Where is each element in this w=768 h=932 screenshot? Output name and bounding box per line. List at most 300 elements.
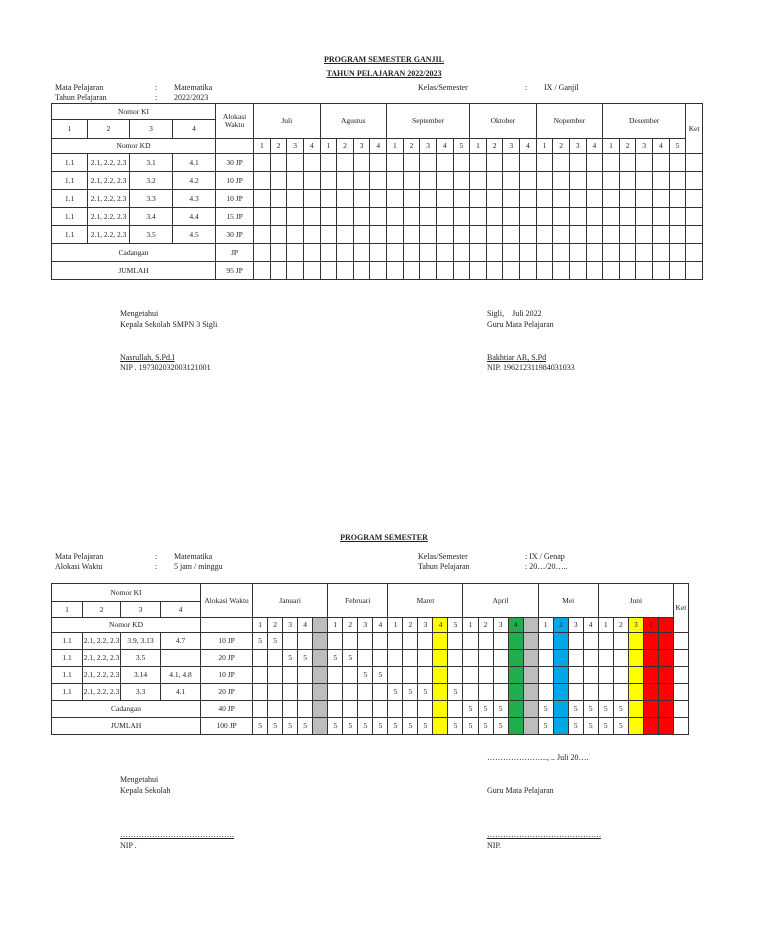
- week-cell: [353, 244, 370, 262]
- nomor-kd-header: Nomor KD: [52, 139, 216, 154]
- week-cell: [478, 650, 493, 667]
- ki3-cell: 3.2: [130, 172, 173, 190]
- week-cell: 5: [613, 701, 628, 718]
- week-cell: [253, 650, 268, 667]
- week-cell: [613, 684, 628, 701]
- week-cell: [283, 684, 298, 701]
- jumlah-value: 95 JP: [216, 262, 254, 280]
- week-number-cell: 1: [253, 618, 268, 633]
- week-cell: [669, 226, 686, 244]
- week-number-cell: 2: [478, 618, 493, 633]
- month-header: Nopember: [536, 104, 603, 139]
- week-cell: [453, 154, 470, 172]
- doc2-sign-left-line2: Kepala Sekolah: [120, 786, 171, 795]
- week-cell: [268, 701, 283, 718]
- week-number-cell: 4: [583, 618, 598, 633]
- week-cell: [523, 650, 538, 667]
- week-cell: [536, 244, 553, 262]
- week-cell: [370, 208, 387, 226]
- week-cell: [553, 226, 570, 244]
- week-cell: [353, 154, 370, 172]
- week-cell: [420, 262, 437, 280]
- week-cell: 5: [403, 718, 418, 735]
- week-cell: [586, 172, 603, 190]
- week-cell: [387, 262, 404, 280]
- week-cell: [448, 633, 463, 650]
- week-cell: [254, 244, 271, 262]
- week-cell: [603, 244, 620, 262]
- week-number-cell: 2: [268, 618, 283, 633]
- week-cell: [403, 226, 420, 244]
- week-cell: [320, 244, 337, 262]
- week-cell: 5: [478, 701, 493, 718]
- week-cell: [503, 190, 520, 208]
- week-cell: [603, 208, 620, 226]
- week-cell: [569, 244, 586, 262]
- ket-cell: [686, 190, 703, 208]
- week-cell: [598, 633, 613, 650]
- doc1-mapel-label: Mata Pelajaran: [55, 83, 104, 92]
- ki2-cell: 2.1, 2.2, 2.3: [83, 684, 121, 701]
- week-number-cell: 4: [370, 139, 387, 154]
- month-header: September: [387, 104, 470, 139]
- week-cell: [613, 633, 628, 650]
- week-cell: [553, 262, 570, 280]
- week-cell: [669, 244, 686, 262]
- doc2-tahun-value: : 20…/20…..: [525, 562, 568, 571]
- week-cell: [254, 262, 271, 280]
- week-cell: 5: [373, 718, 388, 735]
- week-cell: [420, 244, 437, 262]
- ki2-cell: 2.1, 2.2, 2.3: [83, 667, 121, 684]
- week-number-cell: 3: [287, 139, 304, 154]
- week-number-cell: 2: [486, 139, 503, 154]
- week-cell: [370, 172, 387, 190]
- week-cell: [320, 172, 337, 190]
- jumlah-row: [52, 262, 703, 280]
- week-number-cell: 3: [568, 618, 583, 633]
- week-cell: [313, 718, 328, 735]
- week-cell: [598, 684, 613, 701]
- week-number-cell: [658, 618, 673, 633]
- ki1-cell: 1.1: [52, 208, 88, 226]
- doc2-sign-right-name: …………………………………….: [487, 830, 601, 839]
- week-number-cell: 2: [403, 618, 418, 633]
- alokasi-cell: 20 JP: [201, 650, 253, 667]
- week-cell: [453, 172, 470, 190]
- doc1-title: PROGRAM SEMESTER GANJIL: [323, 55, 444, 64]
- week-cell: 5: [583, 718, 598, 735]
- week-cell: [343, 701, 358, 718]
- week-cell: [420, 190, 437, 208]
- week-cell: [453, 208, 470, 226]
- week-number-cell: 2: [337, 139, 354, 154]
- week-number-cell: 3: [418, 618, 433, 633]
- week-cell: [619, 208, 636, 226]
- week-cell: 5: [298, 718, 313, 735]
- alokasi-cell: 15 JP: [216, 208, 254, 226]
- week-cell: [653, 262, 670, 280]
- doc1-kelas-value: IX / Ganjil: [544, 83, 579, 92]
- alokasi-waktu-header: Alokasi Waktu: [201, 584, 253, 618]
- week-number-cell: 3: [493, 618, 508, 633]
- table-row: [52, 684, 689, 701]
- week-cell: [658, 650, 673, 667]
- week-cell: [463, 684, 478, 701]
- ki2-cell: 2.1, 2.2, 2.3: [88, 226, 130, 244]
- ki4-cell: 4.5: [173, 226, 216, 244]
- ket-cell: [673, 650, 688, 667]
- week-cell: [420, 172, 437, 190]
- ket-cell: [686, 208, 703, 226]
- week-cell: [387, 190, 404, 208]
- week-cell: [353, 262, 370, 280]
- week-cell: 5: [463, 701, 478, 718]
- week-cell: [508, 633, 523, 650]
- week-cell: [520, 226, 537, 244]
- week-cell: [270, 244, 287, 262]
- week-cell: [643, 718, 658, 735]
- week-cell: 5: [283, 718, 298, 735]
- ket-cell: [686, 154, 703, 172]
- week-cell: [403, 190, 420, 208]
- week-cell: [538, 633, 553, 650]
- ki-number-cell: 2: [83, 602, 121, 618]
- week-cell: [433, 718, 448, 735]
- ki1-cell: 1.1: [52, 650, 83, 667]
- week-cell: [478, 667, 493, 684]
- week-cell: 5: [418, 718, 433, 735]
- week-cell: [420, 226, 437, 244]
- jumlah-label: JUMLAH: [52, 718, 201, 735]
- week-cell: [388, 633, 403, 650]
- week-cell: [669, 190, 686, 208]
- alokasi-cell: 10 JP: [216, 172, 254, 190]
- doc1-sign-left-nip: NIP . 197302032003121001: [120, 363, 211, 372]
- ki3-cell: 3.3: [121, 684, 161, 701]
- week-cell: 5: [328, 650, 343, 667]
- alokasi-cell: 100 JP: [201, 718, 253, 735]
- week-cell: [536, 262, 553, 280]
- week-cell: [353, 226, 370, 244]
- week-cell: [523, 684, 538, 701]
- week-cell: [643, 684, 658, 701]
- week-cell: 5: [598, 701, 613, 718]
- cadangan-label: Cadangan: [52, 701, 201, 718]
- week-cell: [669, 154, 686, 172]
- week-cell: [453, 262, 470, 280]
- ki3-cell: 3.3: [130, 190, 173, 208]
- ki4-cell: 4.7: [161, 633, 201, 650]
- doc2-sign-right-line2: Guru Mata Pelajaran: [487, 786, 554, 795]
- doc1-kelas-label: Kelas/Semester: [418, 83, 468, 92]
- table-row: [52, 226, 703, 244]
- week-cell: [387, 226, 404, 244]
- week-cell: [403, 154, 420, 172]
- week-cell: [373, 701, 388, 718]
- week-cell: [583, 633, 598, 650]
- ki3-cell: 3.5: [121, 650, 161, 667]
- ket-cell: [686, 262, 703, 280]
- week-cell: [463, 667, 478, 684]
- week-number-cell: 1: [603, 139, 620, 154]
- week-cell: [493, 667, 508, 684]
- week-number-cell: 2: [613, 618, 628, 633]
- ket-cell: [673, 718, 688, 735]
- week-cell: [373, 633, 388, 650]
- week-cell: [508, 718, 523, 735]
- week-cell: [463, 650, 478, 667]
- week-cell: [320, 226, 337, 244]
- week-cell: [536, 226, 553, 244]
- week-cell: [254, 154, 271, 172]
- week-cell: [373, 684, 388, 701]
- month-header: Oktober: [470, 104, 537, 139]
- week-cell: [313, 667, 328, 684]
- week-cell: [553, 684, 568, 701]
- week-cell: [636, 262, 653, 280]
- week-cell: [536, 190, 553, 208]
- week-cell: [569, 226, 586, 244]
- week-cell: [523, 633, 538, 650]
- ki-number-cell: 4: [161, 602, 201, 618]
- week-cell: [453, 190, 470, 208]
- ki3-cell: 3.9, 3.13: [121, 633, 161, 650]
- week-cell: [303, 172, 320, 190]
- week-number-cell: 2: [619, 139, 636, 154]
- week-cell: 5: [388, 684, 403, 701]
- week-cell: [486, 172, 503, 190]
- doc1-tahun-label: Tahun Pelajaran: [55, 93, 107, 102]
- week-number-cell: 4: [433, 618, 448, 633]
- week-cell: [619, 172, 636, 190]
- doc1-schedule-table: [51, 103, 703, 280]
- week-cell: [486, 154, 503, 172]
- week-cell: [503, 208, 520, 226]
- week-cell: [433, 684, 448, 701]
- week-number-cell: 1: [254, 139, 271, 154]
- week-cell: [586, 208, 603, 226]
- week-cell: [538, 667, 553, 684]
- week-cell: [270, 172, 287, 190]
- week-cell: [493, 633, 508, 650]
- ket-header: Ket: [686, 104, 703, 154]
- week-cell: 5: [268, 718, 283, 735]
- week-cell: [433, 701, 448, 718]
- week-cell: [303, 262, 320, 280]
- week-cell: [436, 226, 453, 244]
- week-cell: [669, 172, 686, 190]
- week-cell: [586, 244, 603, 262]
- week-cell: [387, 172, 404, 190]
- week-cell: [313, 650, 328, 667]
- alokasi-cell: 10 JP: [216, 190, 254, 208]
- week-cell: [268, 667, 283, 684]
- week-cell: [436, 244, 453, 262]
- month-header: Juli: [254, 104, 321, 139]
- week-cell: [553, 190, 570, 208]
- alokasi-cell: 10 JP: [201, 667, 253, 684]
- week-cell: [403, 172, 420, 190]
- header-row: [52, 104, 703, 120]
- week-cell: [478, 633, 493, 650]
- doc1-sign-right-line1: Sigli, Juli 2022: [487, 309, 542, 318]
- week-number-cell: 5: [448, 618, 463, 633]
- doc2-sign-left-name: …………………………………….: [120, 830, 234, 839]
- week-cell: [520, 154, 537, 172]
- week-cell: [254, 208, 271, 226]
- week-cell: [470, 244, 487, 262]
- table-row: [52, 154, 703, 172]
- week-cell: [358, 650, 373, 667]
- week-cell: [470, 172, 487, 190]
- alokasi-cell: 10 JP: [201, 633, 253, 650]
- doc2-sign-right-nip: NIP.: [487, 841, 502, 850]
- ki1-cell: 1.1: [52, 172, 88, 190]
- week-number-cell: 4: [436, 139, 453, 154]
- table-row: [52, 701, 689, 718]
- ki2-cell: 2.1, 2.2, 2.3: [88, 172, 130, 190]
- doc1-colon: :: [155, 83, 158, 92]
- week-cell: 5: [343, 650, 358, 667]
- week-cell: [478, 684, 493, 701]
- week-number-cell: 5: [453, 139, 470, 154]
- blank-cell: [201, 618, 253, 633]
- week-cell: [470, 262, 487, 280]
- week-cell: [268, 684, 283, 701]
- week-cell: [569, 172, 586, 190]
- week-cell: [508, 701, 523, 718]
- week-cell: [403, 262, 420, 280]
- week-cell: 5: [358, 667, 373, 684]
- doc2-mapel-value: Matematika: [174, 552, 213, 561]
- week-cell: [403, 244, 420, 262]
- week-cell: [298, 684, 313, 701]
- week-cell: [628, 650, 643, 667]
- week-number-row: [52, 139, 703, 154]
- week-cell: [403, 208, 420, 226]
- ki4-cell: 4.4: [173, 208, 216, 226]
- week-cell: [658, 718, 673, 735]
- week-cell: [553, 650, 568, 667]
- week-cell: [470, 208, 487, 226]
- week-number-cell: 3: [420, 139, 437, 154]
- week-cell: [436, 172, 453, 190]
- week-cell: [373, 650, 388, 667]
- week-number-cell: [313, 618, 328, 633]
- ki4-cell: [161, 650, 201, 667]
- week-cell: [619, 154, 636, 172]
- week-cell: [586, 154, 603, 172]
- week-cell: [270, 154, 287, 172]
- week-cell: 5: [403, 684, 418, 701]
- week-cell: [370, 262, 387, 280]
- table-row: [52, 633, 689, 650]
- doc2-alokasi-label: Alokasi Waktu: [55, 562, 103, 571]
- nomor-ki-header: Nomor KI: [52, 104, 216, 120]
- ki-number-cell: 3: [130, 120, 173, 139]
- week-number-cell: 2: [270, 139, 287, 154]
- header-row: [52, 584, 689, 602]
- month-header: Desember: [603, 104, 686, 139]
- week-cell: [303, 208, 320, 226]
- week-cell: [669, 262, 686, 280]
- week-cell: [619, 262, 636, 280]
- week-cell: [603, 226, 620, 244]
- cadangan-row: [52, 244, 703, 262]
- week-cell: [270, 208, 287, 226]
- week-cell: [470, 154, 487, 172]
- ki4-cell: 4.1: [173, 154, 216, 172]
- week-cell: [436, 190, 453, 208]
- ket-cell: [673, 633, 688, 650]
- week-cell: [353, 190, 370, 208]
- ki3-cell: 3.1: [130, 154, 173, 172]
- week-cell: [433, 633, 448, 650]
- week-cell: [298, 633, 313, 650]
- week-cell: 5: [598, 718, 613, 735]
- week-cell: [536, 208, 553, 226]
- week-cell: [358, 701, 373, 718]
- doc2-date-line: ………………….., .. Juli 20….: [487, 753, 589, 762]
- week-cell: [520, 172, 537, 190]
- week-number-cell: 5: [669, 139, 686, 154]
- week-cell: [583, 684, 598, 701]
- week-number-cell: 3: [636, 139, 653, 154]
- week-cell: 5: [583, 701, 598, 718]
- week-cell: [287, 226, 304, 244]
- week-cell: 5: [358, 718, 373, 735]
- ki2-cell: 2.1, 2.2, 2.3: [88, 208, 130, 226]
- week-cell: [453, 226, 470, 244]
- week-cell: [370, 154, 387, 172]
- doc2-schedule-table: [51, 583, 689, 735]
- week-cell: [403, 667, 418, 684]
- week-cell: [337, 244, 354, 262]
- week-cell: [553, 244, 570, 262]
- doc1-subtitle: TAHUN PELAJARAN 2022/2023: [326, 69, 442, 78]
- week-cell: [463, 633, 478, 650]
- week-cell: [628, 667, 643, 684]
- month-header: April: [463, 584, 538, 618]
- week-cell: [418, 633, 433, 650]
- week-cell: 5: [463, 718, 478, 735]
- ket-header: Ket: [673, 584, 688, 633]
- doc2-colon: :: [155, 562, 158, 571]
- week-cell: [553, 718, 568, 735]
- week-number-cell: 1: [598, 618, 613, 633]
- week-cell: [470, 226, 487, 244]
- week-number-cell: 1: [470, 139, 487, 154]
- week-cell: [636, 154, 653, 172]
- week-cell: 5: [568, 718, 583, 735]
- week-cell: [658, 684, 673, 701]
- blank-cell: [216, 139, 254, 154]
- week-cell: [583, 650, 598, 667]
- week-cell: [403, 650, 418, 667]
- week-number-cell: 3: [283, 618, 298, 633]
- week-cell: [420, 154, 437, 172]
- alokasi-cell: 30 JP: [216, 226, 254, 244]
- week-number-cell: 2: [343, 618, 358, 633]
- week-cell: [387, 244, 404, 262]
- week-cell: [433, 650, 448, 667]
- alokasi-cell: 30 JP: [216, 154, 254, 172]
- doc2-title: PROGRAM SEMESTER: [340, 533, 428, 542]
- week-number-cell: [523, 618, 538, 633]
- ki4-cell: 4.1: [161, 684, 201, 701]
- week-cell: [303, 226, 320, 244]
